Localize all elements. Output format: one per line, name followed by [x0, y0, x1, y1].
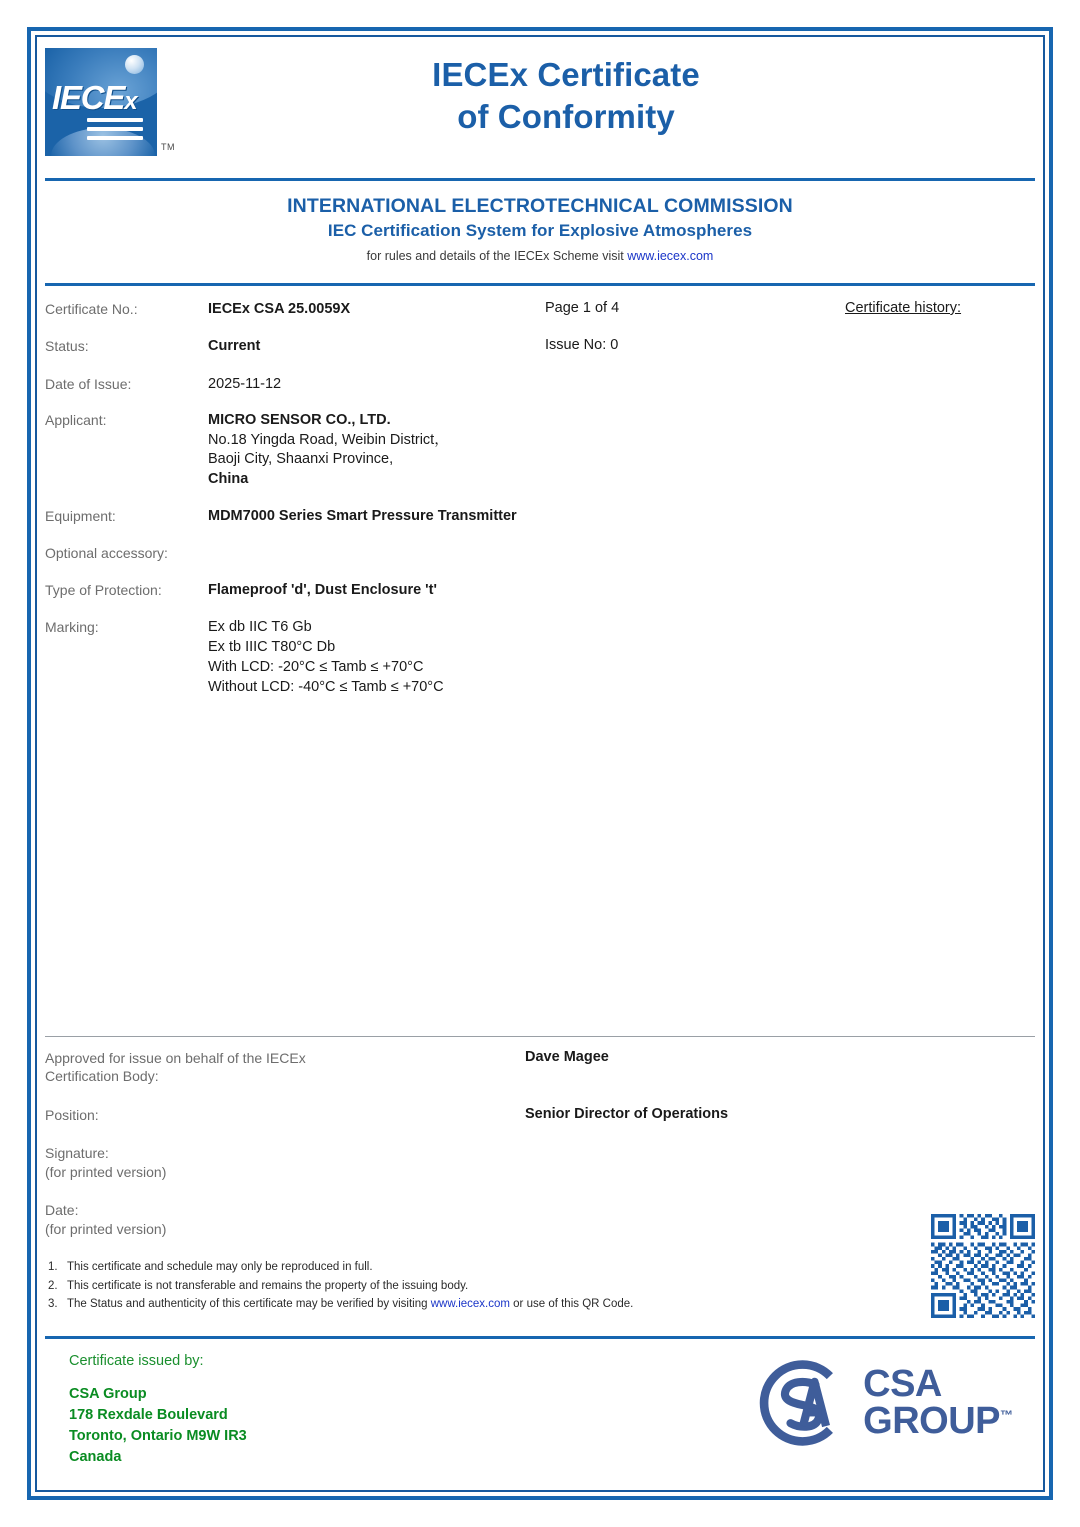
- issue-no: Issue No: 0: [545, 337, 619, 354]
- optional-accessory-label: Optional accessory:: [45, 545, 168, 562]
- csa-wordmark-line-1: CSA: [863, 1363, 942, 1406]
- type-of-protection-label: Type of Protection:: [45, 581, 162, 598]
- page-number: Page 1 of 4: [545, 299, 620, 316]
- date-label-line-1: Date:: [45, 1202, 79, 1219]
- iecex-logo-container: [45, 42, 175, 156]
- scheme-reference-line: [45, 249, 1035, 263]
- logo-bar-1: [87, 118, 143, 122]
- note-number: 3.: [48, 1298, 58, 1311]
- certificate-details: [45, 286, 1035, 1036]
- approved-by-label: [45, 1049, 525, 1086]
- row-optional-accessory: [45, 544, 1035, 562]
- logo-globe-shape: [125, 55, 144, 74]
- marking-line: With LCD: -20°C ≤ Tamb ≤ +70°C: [208, 658, 424, 675]
- issuer-name: CSA Group: [69, 1385, 147, 1402]
- signature-label-line-1: Signature:: [45, 1145, 109, 1162]
- page-title-line-2: of Conformity: [457, 98, 675, 136]
- organization-name: INTERNATIONAL ELECTROTECHNICAL COMMISSION: [287, 195, 793, 217]
- issuer-address-line-1: 178 Rexdale Boulevard: [69, 1406, 228, 1423]
- issuer-block: [45, 1353, 713, 1468]
- certificate-content: [45, 42, 1035, 1483]
- logo-bar-2: [87, 127, 143, 131]
- logo-base-shape: [51, 128, 155, 156]
- certificate-no-value: IECEx CSA 25.0059X: [208, 300, 351, 317]
- date-label: [45, 1201, 525, 1238]
- row-status: [45, 337, 1035, 356]
- row-date: [45, 1201, 1035, 1238]
- approver-name: Dave Magee: [525, 1048, 609, 1065]
- marking-line: Without LCD: -40°C ≤ Tamb ≤ +70°C: [208, 678, 444, 695]
- approval-section: [45, 1037, 1035, 1238]
- list-item: [45, 1258, 1035, 1277]
- approved-by-label-line-1: Approved for issue on behalf of the IECEx: [45, 1049, 306, 1066]
- date-of-issue-label: Date of Issue:: [45, 375, 132, 392]
- issued-by-label: Certificate issued by:: [69, 1352, 204, 1369]
- certificate-history-label[interactable]: Certificate history:: [845, 299, 962, 316]
- csa-roundel-icon: [755, 1355, 851, 1451]
- issuer-country: Canada: [69, 1448, 122, 1465]
- row-certificate-no: [45, 300, 1035, 319]
- marking-label: Marking:: [45, 619, 99, 636]
- row-date-of-issue: [45, 375, 1035, 394]
- iecex-logo-icon: [45, 48, 157, 156]
- list-item: [45, 1295, 1035, 1314]
- note-text: This certificate and schedule may only be reproduced in full.: [67, 1260, 373, 1273]
- iecex-website-link[interactable]: www.iecex.com: [627, 248, 714, 263]
- type-of-protection-value: Flameproof 'd', Dust Enclosure 't': [208, 581, 437, 598]
- trademark-symbol: TM: [161, 142, 175, 152]
- applicant-label: Applicant:: [45, 412, 107, 429]
- position-label: Position:: [45, 1106, 99, 1123]
- scheme-reference-text: for rules and details of the IECEx Scheme visit: [366, 248, 628, 263]
- footer: [45, 1339, 1035, 1468]
- applicant-address-line-2: Baoji City, Shaanxi Province,: [208, 451, 394, 468]
- content-spacer: [45, 716, 1035, 1036]
- row-approved-by: [45, 1049, 1035, 1086]
- document-title: [175, 42, 1035, 138]
- applicant-block: [208, 411, 449, 489]
- note-number: 1.: [48, 1260, 58, 1273]
- row-type-of-protection: [45, 581, 1035, 600]
- status-badge: Current: [208, 338, 261, 355]
- row-signature: [45, 1144, 1035, 1181]
- signature-label-line-2: (for printed version): [45, 1163, 167, 1180]
- certificate-no-label: Certificate No.:: [45, 300, 138, 317]
- issuer-address-line-2: Toronto, Ontario M9W IR3: [69, 1427, 247, 1444]
- page-title-line-1: IECEx Certificate: [432, 56, 700, 93]
- date-label-line-2: (for printed version): [45, 1220, 167, 1237]
- marking-value-block: [208, 618, 444, 697]
- position-value: Senior Director of Operations: [525, 1105, 729, 1122]
- csa-wordmark: [863, 1363, 1013, 1442]
- note-text: This certificate is not transferable and remains the property of the issuing body.: [67, 1279, 469, 1292]
- row-equipment: [45, 507, 1035, 526]
- notes-section: [45, 1258, 1035, 1314]
- csa-group-logo: [713, 1353, 1035, 1451]
- masthead: [45, 42, 1035, 168]
- list-item: [45, 1277, 1035, 1296]
- iecex-logo-wordmark: IECEx: [52, 79, 137, 116]
- note-text-after: or use of this QR Code.: [509, 1298, 634, 1311]
- organization-block: [45, 181, 1035, 273]
- applicant-address-line-1: No.18 Yingda Road, Weibin District，: [208, 431, 449, 448]
- approved-by-label-line-2: Certification Body:: [45, 1068, 159, 1085]
- row-position: [45, 1106, 1035, 1124]
- equipment-label: Equipment:: [45, 507, 116, 524]
- applicant-country: China: [208, 470, 249, 487]
- csa-wordmark-line-2: GROUP: [863, 1399, 1000, 1442]
- row-applicant: [45, 411, 1035, 489]
- iecex-verification-link[interactable]: www.iecex.com: [430, 1298, 510, 1311]
- logo-bar-3: [87, 136, 143, 140]
- marking-line: Ex db IIC T6 Gb: [208, 619, 312, 636]
- note-number: 2.: [48, 1279, 58, 1292]
- notes-list: [45, 1258, 1035, 1314]
- applicant-name: MICRO SENSOR CO., LTD.: [208, 412, 391, 429]
- row-marking: [45, 618, 1035, 697]
- note-text: The Status and authenticity of this certificate may be verified by visiting: [67, 1298, 431, 1311]
- csa-trademark-symbol: ™: [1000, 1407, 1013, 1423]
- status-label: Status:: [45, 338, 89, 355]
- date-of-issue-value: 2025-11-12: [208, 375, 282, 392]
- marking-line: Ex tb IIIC T80°C Db: [208, 639, 336, 656]
- equipment-value: MDM7000 Series Smart Pressure Transmitter: [208, 507, 517, 524]
- certification-system-name: IEC Certification System for Explosive Atmospheres: [327, 221, 753, 241]
- signature-label: [45, 1144, 525, 1181]
- csa-wordmark-line-2-container: [863, 1399, 1013, 1442]
